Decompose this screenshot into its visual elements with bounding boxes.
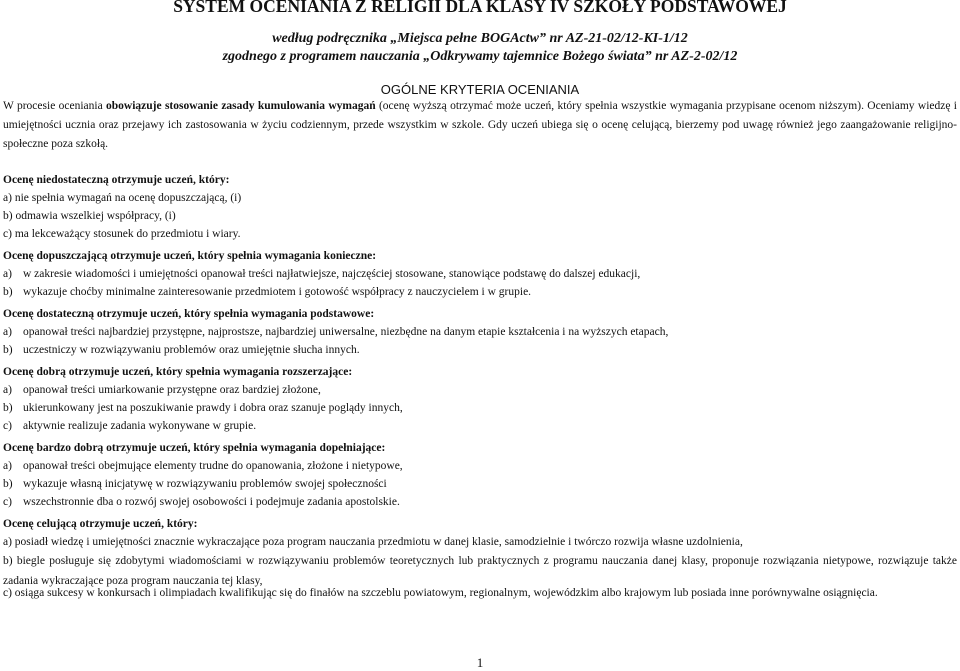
list-item <box>3 494 957 510</box>
list-item-label: a) <box>3 268 12 280</box>
list-item-text: w zakresie wiadomości i umiejętności opanował treści najłatwiejsze, najczęściej stosowane, stanowiące podstawę do dalszej edukacji, <box>23 268 641 280</box>
grade-sufficient-heading: Ocenę dopuszczającą otrzymuje uczeń, który spełnia wymagania konieczne: <box>3 250 377 262</box>
list-item-text: a) <box>3 192 12 204</box>
list-item <box>3 342 957 358</box>
list-item-label: b) <box>3 478 13 490</box>
list-item-label: b) <box>3 344 13 356</box>
list-item <box>3 418 957 434</box>
list-item-text: opanował treści najbardziej przystępne, najprostsze, najbardziej uniwersalne, niezbędne na danym etapie kształcenia i na wyższych etapach, <box>23 326 669 338</box>
list-item-text: odmawia wszelkiej współpracy, (i) <box>15 210 176 222</box>
list-item-label: a) <box>3 460 12 472</box>
criteria-intro-paragraph <box>3 97 957 154</box>
list-item: a) posiadł wiedzę i umiejętności znacznie wykraczające poza program nauczania przedmiotu w danej klasie, samodzielnie i twórczo rozwija własne uzdolnienia, <box>3 536 743 548</box>
document-title: SYSTEM OCENIANIA Z RELIGII DLA KLASY IV SZKOŁY PODSTAWOWEJ <box>173 0 787 16</box>
program-subtitle: zgodnego z programem nauczania „Odkrywamy tajemnice Bożego świata” nr AZ-2-02/12 <box>222 49 738 64</box>
list-item-text: c) <box>3 228 12 240</box>
list-item: b) biegle posługuje się zdobytymi wiadomościami w rozwiązywaniu problemów teoretycznych lub praktycznych z programu nauczania danej klasy, proponuje rozwiązania nietypowe, rozwiązuje także zadania wykraczające poza program nauczania tej klasy, <box>3 555 957 587</box>
list-item-text: b) <box>3 210 13 222</box>
list-item-text: wykazuje własną inicjatywę w rozwiązywaniu problemów swojej społeczności <box>23 478 387 490</box>
list-item <box>3 208 957 224</box>
list-item: c) osiąga sukcesy w konkursach i olimpiadach kwalifikując się do finałów na szczeblu powiatowym, regionalnym, wojewódzkim albo krajowym lub posiada inne porównywalne osiągnięcia. <box>3 587 878 599</box>
list-item-text: uczestniczy w rozwiązywaniu problemów oraz umiejętnie słucha innych. <box>23 344 360 356</box>
grade-good-heading: Ocenę dobrą otrzymuje uczeń, który spełnia wymagania rozszerzające: <box>3 366 353 378</box>
textbook-subtitle: według podręcznika „Miejsca pełne BOGActw” nr AZ-21-02/12-KI-1/12 <box>272 31 688 46</box>
list-item <box>3 226 957 242</box>
list-item-text: ukierunkowany jest na poszukiwanie prawdy i dobra oraz szanuje poglądy innych, <box>23 402 403 414</box>
intro-rest: (ocenę wyższą otrzymać może uczeń, który spełnia wszystkie wymagania przypisane ocenom niższym). Oceniamy wiedzę i umiejętności ucznia oraz przejawy ich zastosowania w życiu codziennym, przede wszystkim w szkole. Gdy uczeń ubiega się o ocenę celującą, bierzemy pod uwagę również jego zaangażowanie religijno-społeczne poza szkołą. <box>3 100 957 150</box>
list-item-label: a) <box>3 326 12 338</box>
list-item-label: a) <box>3 384 12 396</box>
list-item <box>3 266 957 282</box>
list-item-text: wszechstronnie dba o rozwój swojej osobowości i podejmuje zadania apostolskie. <box>23 496 400 508</box>
list-item <box>3 458 957 474</box>
list-item <box>3 190 957 206</box>
list-item-label: b) <box>3 402 13 414</box>
list-item <box>3 324 957 340</box>
list-item-label: c) <box>3 496 12 508</box>
list-item-label: c) <box>3 420 12 432</box>
grade-satisfactory-heading: Ocenę dostateczną otrzymuje uczeń, który spełnia wymagania podstawowe: <box>3 308 375 320</box>
list-item-text: wykazuje choćby minimalne zainteresowanie przedmiotem i gotowość współpracy z nauczycielem i w grupie. <box>23 286 532 298</box>
list-item-text: nie spełnia wymagań na ocenę dopuszczającą, (i) <box>14 192 242 204</box>
page-number: 1 <box>476 655 484 670</box>
intro-bold: obowiązuje stosowanie zasady kumulowania wymagań <box>106 100 376 112</box>
list-item-text: opanował treści umiarkowanie przystępne oraz bardziej złożone, <box>23 384 321 396</box>
list-item-text: ma lekceważący stosunek do przedmiotu i wiary. <box>14 228 241 240</box>
list-item <box>3 382 957 398</box>
criteria-heading: OGÓLNE KRYTERIA OCENIANIA <box>380 82 580 97</box>
list-item-text: aktywnie realizuje zadania wykonywane w grupie. <box>23 420 257 432</box>
intro-lead: W procesie oceniania <box>3 100 107 112</box>
list-item <box>3 400 957 416</box>
list-item <box>3 284 957 300</box>
list-item <box>3 476 957 492</box>
grade-insufficient-heading: Ocenę niedostateczną otrzymuje uczeń, który: <box>3 174 230 186</box>
list-item-label: b) <box>3 286 13 298</box>
grade-very-good-heading: Ocenę bardzo dobrą otrzymuje uczeń, który spełnia wymagania dopełniające: <box>3 442 386 454</box>
grade-excellent-heading: Ocenę celującą otrzymuje uczeń, który: <box>3 518 198 530</box>
list-item-text: opanował treści obejmujące elementy trudne do opanowania, złożone i nietypowe, <box>23 460 403 472</box>
